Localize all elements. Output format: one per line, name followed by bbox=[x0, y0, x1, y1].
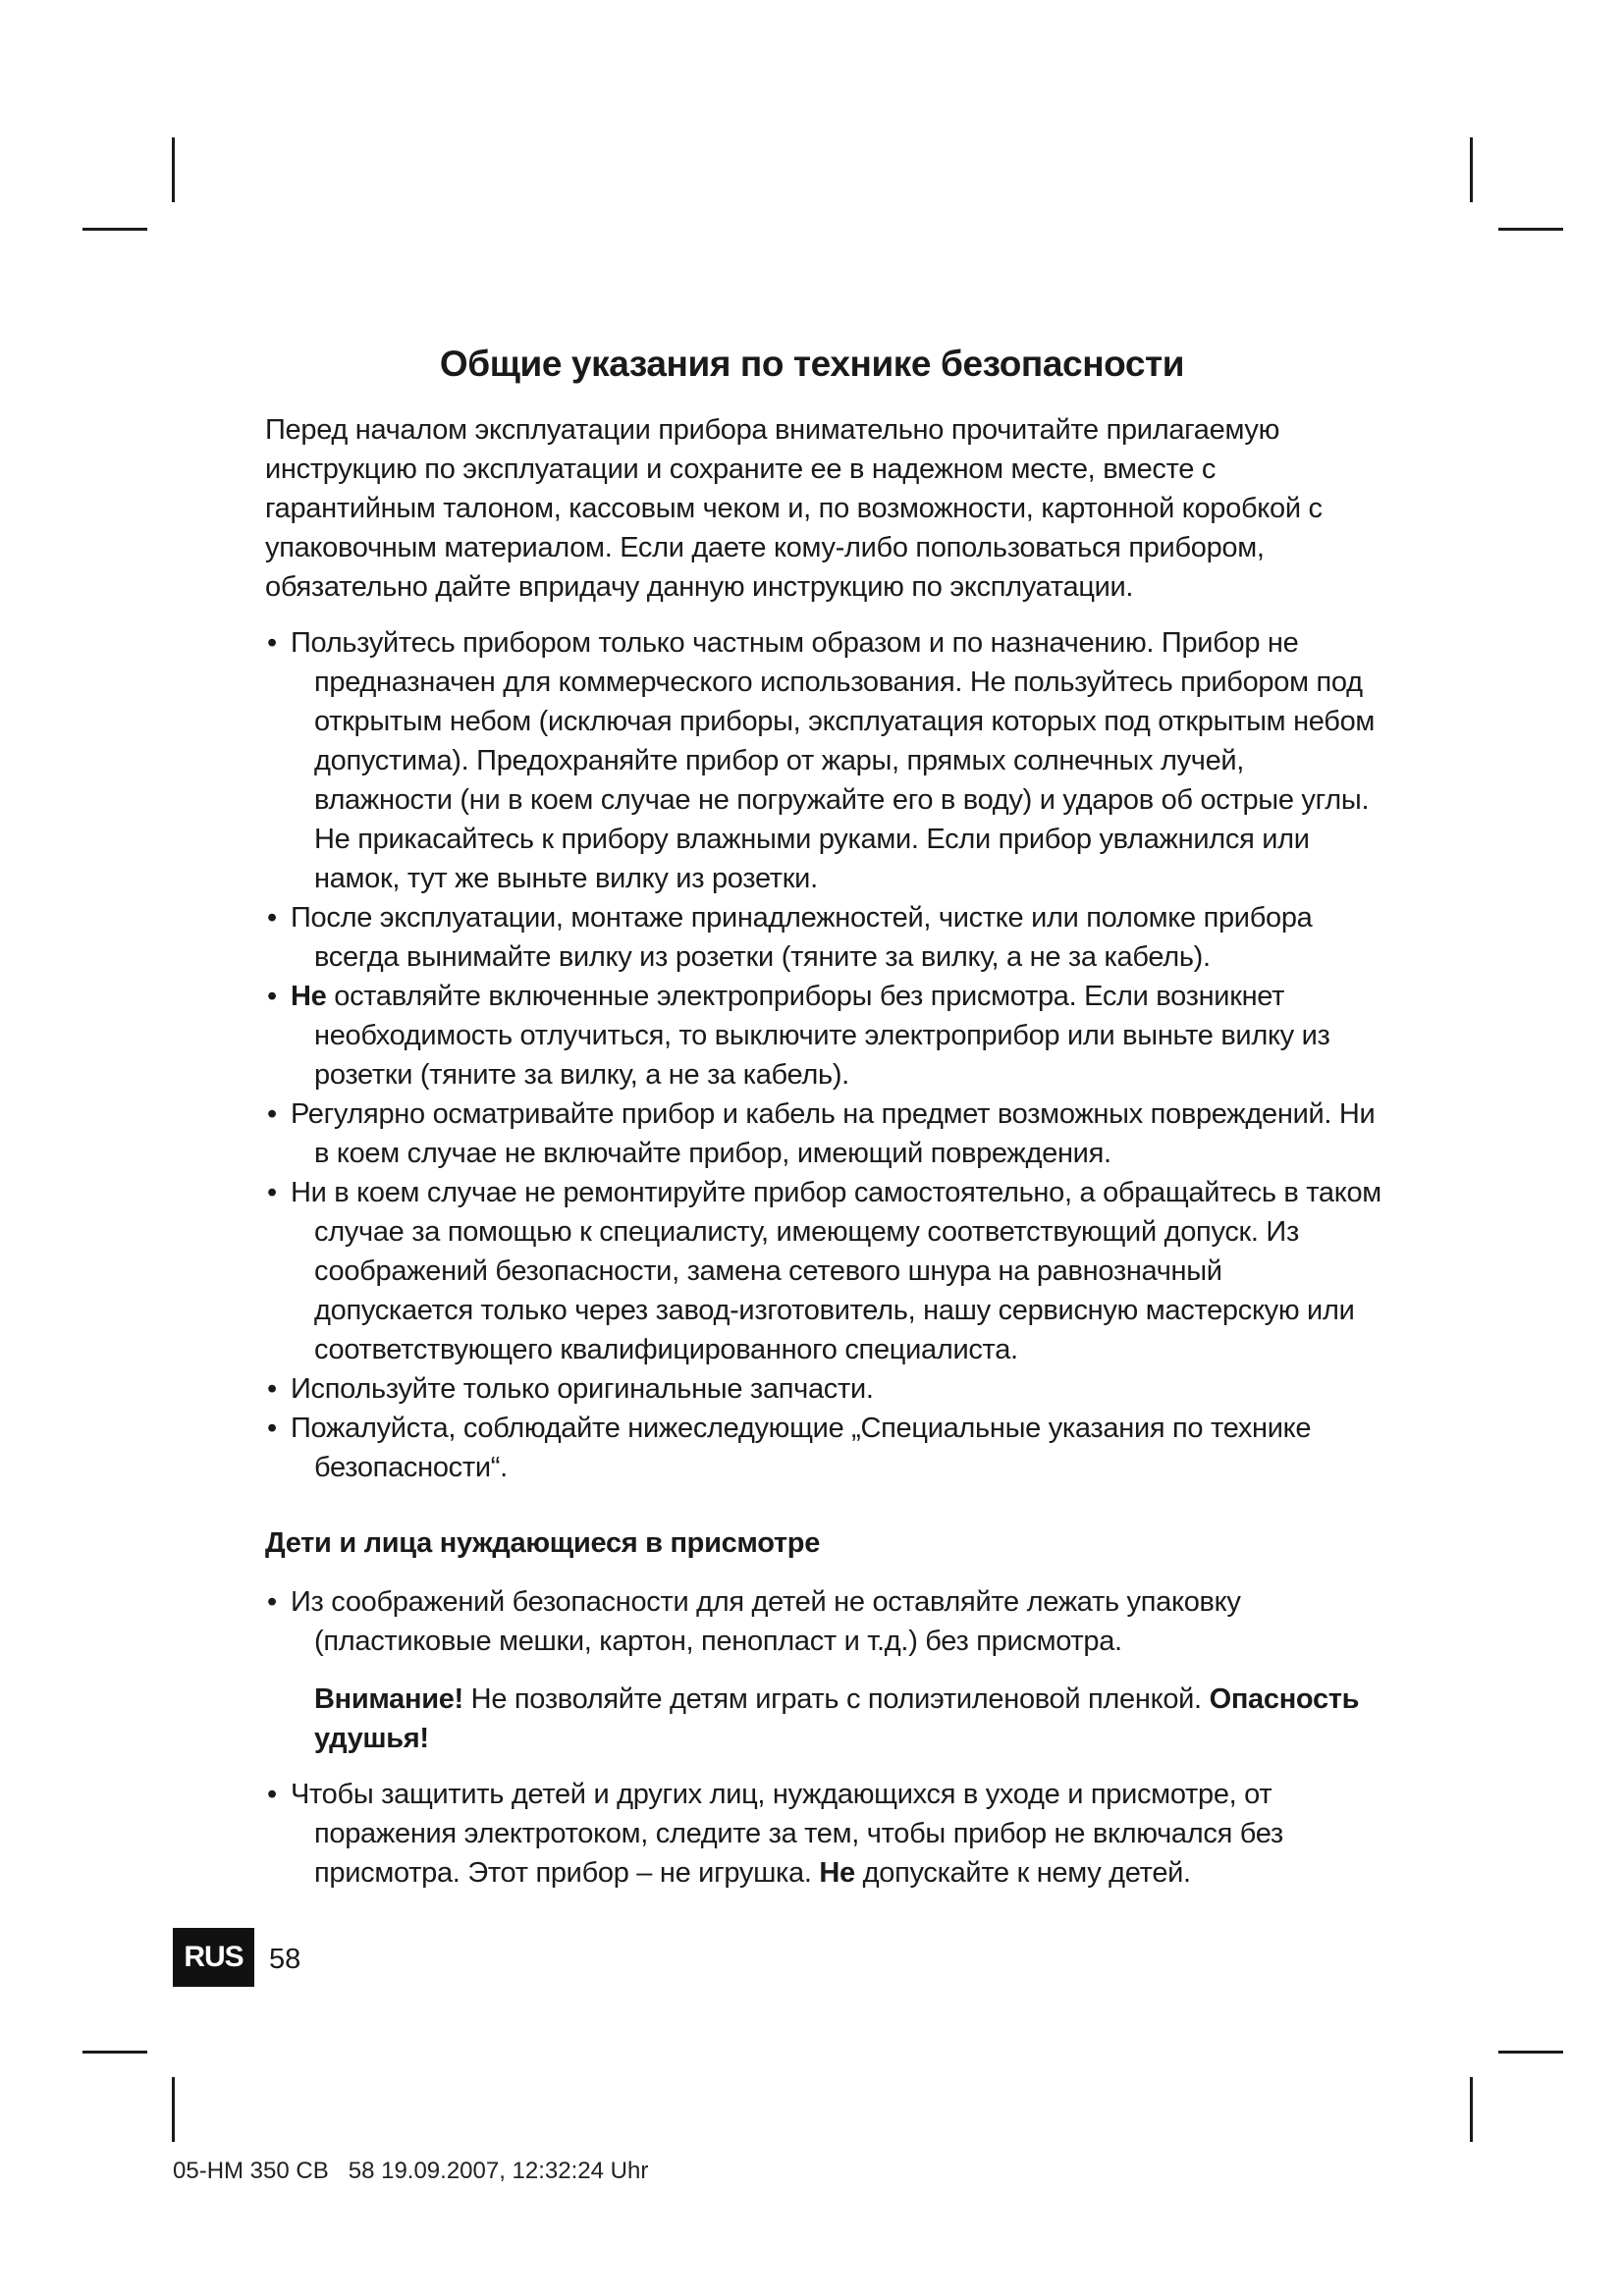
crop-mark-top-left-vertical bbox=[172, 137, 175, 202]
safety-item-repair: • Ни в коем случае не ремонтируйте прибор самостоятельно, а обращайтесь в таком случае за помощью к специалисту, имеющему соответствующий допуск. Из соображений безопасности, замена сетевого шнура на равнозначный допускается только через завод-изготовитель, нашу сервисную мастерскую или соответствующего квалифицированного специалиста. bbox=[265, 1173, 1384, 1369]
page-number: 58 bbox=[269, 1944, 301, 1975]
children-item-electric-shock: • Чтобы защитить детей и других лиц, нуждающихся в уходе и присмотре, от поражения электротоком, следите за тем, чтобы прибор не включался без присмотра. Этот прибор – не игрушка. Не допускайте к нему детей. bbox=[265, 1775, 1384, 1893]
print-imprint: 05-HM 350 CB 58 19.09.2007, 12:32:24 Uhr bbox=[173, 2158, 649, 2184]
crop-mark-bottom-right-horizontal bbox=[1498, 2051, 1563, 2054]
emphasis-bold: Не bbox=[291, 981, 327, 1012]
warning-danger: Опасность удушья! bbox=[314, 1683, 1360, 1754]
crop-mark-top-right-horizontal bbox=[1498, 228, 1563, 231]
safety-list bbox=[265, 623, 1384, 1487]
safety-item-original-parts: • Используйте только оригинальные запчасти. bbox=[265, 1369, 1384, 1409]
intro-paragraph: Перед началом эксплуатации прибора внимательно прочитайте прилагаемую инструкцию по эксплуатации и сохраните ее в надежном месте, вместе с гарантийным талоном, кассовым чеком и, по возможности, картонной коробкой с упаковочным материалом. Если даете кому-либо попользоваться прибором, обязательно дайте впридачу данную инструкцию по эксплуатации. bbox=[265, 414, 1323, 603]
crop-mark-top-right-vertical bbox=[1470, 137, 1473, 202]
warning-label: Внимание! bbox=[314, 1683, 463, 1715]
emphasis-bold: Не bbox=[819, 1857, 855, 1889]
crop-mark-bottom-left-horizontal bbox=[82, 2051, 147, 2054]
children-item-packaging: • Из соображений безопасности для детей не оставляйте лежать упаковку (пластиковые мешки, картон, пенопласт и т.д.) без присмотра. bbox=[265, 1582, 1384, 1661]
safety-item-inspect: • Регулярно осматривайте прибор и кабель на предмет возможных повреждений. Ни в коем случае не включайте прибор, имеющий повреждения. bbox=[265, 1095, 1384, 1173]
crop-mark-top-left-horizontal bbox=[82, 228, 147, 231]
children-list bbox=[265, 1582, 1384, 1661]
safety-item-private-use: • Пользуйтесь прибором только частным образом и по назначению. Прибор не предназначен для коммерческого использования. Не пользуйтесь прибором под открытым небом (исключая приборы, эксплуатация которых под открытым небом допустима). Предохраняйте прибор от жары, прямых солнечных лучей, влажности (ни в коем случае не погружайте его в воду) и ударов об острые углы. Не прикасайтесь к прибору влажными руками. Если прибор увлажнился или намок, тут же выньте вилку из розетки. bbox=[265, 623, 1384, 898]
language-badge: RUS bbox=[173, 1928, 254, 1987]
safety-item-unattended: • Не оставляйте включенные электроприборы без присмотра. Если возникнет необходимость отлучиться, то выключите электроприбор или выньте вилку из розетки (тяните за вилку, а не за кабель). bbox=[265, 977, 1384, 1095]
suffocation-warning: Внимание! Не позволяйте детям играть с полиэтиленовой пленкой. Опасность удушья! bbox=[314, 1683, 1360, 1754]
children-list-2 bbox=[265, 1775, 1384, 1893]
safety-item-unplug: • После эксплуатации, монтаже принадлежностей, чистке или поломке прибора всегда вынимайте вилку из розетки (тяните за вилку, а не за кабель). bbox=[265, 898, 1384, 977]
page-title: Общие указания по технике безопасности bbox=[439, 344, 1185, 384]
safety-item-special-instructions: • Пожалуйста, соблюдайте нижеследующие „Специальные указания по технике безопасности“. bbox=[265, 1409, 1384, 1487]
crop-mark-bottom-left-vertical bbox=[172, 2077, 175, 2142]
crop-mark-bottom-right-vertical bbox=[1470, 2077, 1473, 2142]
document-body bbox=[265, 410, 1384, 1893]
children-section-heading: Дети и лица нуждающиеся в присмотре bbox=[265, 1527, 821, 1559]
